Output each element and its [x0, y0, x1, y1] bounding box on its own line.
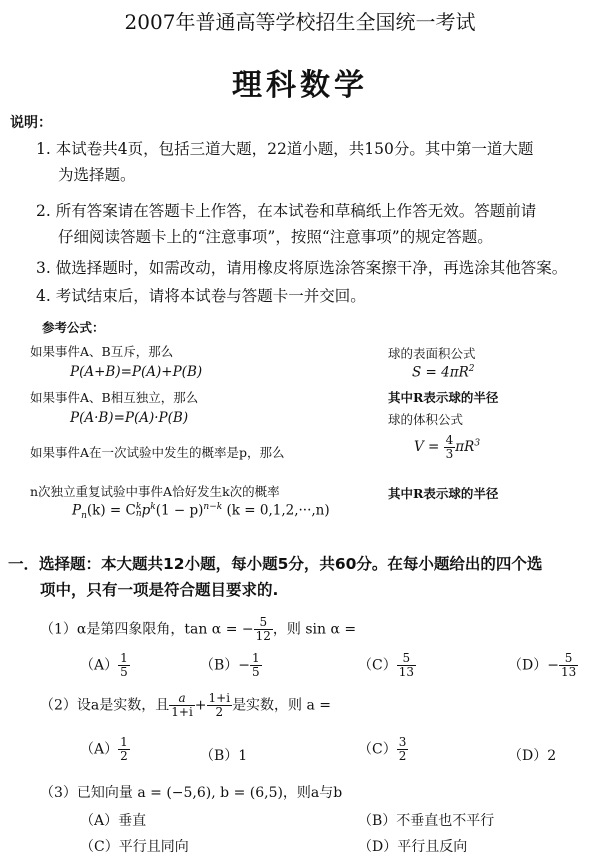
q1-option-b[interactable]: （B）− $\frac{1}{5}$ — [200, 651, 260, 680]
section-1-line1: 一．选择题：本大题共12小题，每小题5分，共60分。在每小题给出的四个选 — [8, 555, 543, 573]
instruction-3: 3. 做选择题时，如需改动，请用橡皮将原选涂答案擦干净，再选涂其他答案。 — [36, 259, 568, 277]
formula-mutex-eq: P(A+B)=P(A)+P(B) — [70, 364, 203, 380]
formula-label: 参考公式： — [42, 320, 105, 335]
section-1-line2: 项中，只有一项是符合题目要求的. — [40, 581, 279, 599]
page-title: 理科数学 — [232, 68, 368, 103]
exam-header: 2007年普通高等学校招生全国统一考试 — [124, 10, 476, 34]
q3-option-a[interactable]: （A）垂直 — [80, 813, 147, 829]
q1-stem: （1）α是第四象限角，tan α = − $\frac{5}{12}$ ，则 sin α = — [40, 615, 357, 644]
q2-option-a[interactable]: （A） $\frac{1}{2}$ — [80, 735, 128, 764]
instruction-2-line1: 2. 所有答案请在答题卡上作答，在本试卷和草稿纸上作答无效。答题前请 — [36, 202, 537, 220]
q2-stem: （2）设a是实数，且 $\frac{a}{1+i}$ + $\frac{1+i}{2}$ 是实数，则 a = — [40, 691, 332, 720]
formula-indep-eq: P(A·B)=P(A)·P(B) — [70, 410, 189, 426]
formula-indep-text: 如果事件A、B相互独立，那么 — [30, 390, 199, 405]
formula-prob-text: 如果事件A在一次试验中发生的概率是p，那么 — [30, 445, 285, 460]
radius-note-1: 其中R表示球的半径 — [388, 390, 499, 405]
q3-option-b[interactable]: （B）不垂直也不平行 — [358, 813, 495, 829]
radius-note-2: 其中R表示球的半径 — [388, 486, 499, 501]
instruction-4: 4. 考试结束后，请将本试卷与答题卡一并交回。 — [36, 287, 366, 305]
q1-option-a[interactable]: （A） $\frac{1}{5}$ — [80, 651, 128, 680]
sphere-area-label: 球的表面积公式 — [388, 346, 476, 361]
instruction-2-line2: 仔细阅读答题卡上的“注意事项”，按照“注意事项”的规定答题。 — [58, 228, 493, 246]
q3-stem: （3）已知向量 a = (−5,6), b = (6,5)，则a与b — [40, 785, 343, 801]
instruction-1-line1: 1. 本试卷共4页，包括三道大题，22道小题，共150分。其中第一道大题 — [36, 140, 534, 158]
formula-binom-text: n次独立重复试验中事件A恰好发生k次的概率 — [30, 484, 280, 499]
q1-option-c[interactable]: （C） $\frac{5}{13}$ — [358, 651, 414, 680]
formula-binom-eq: $P_n(k) = C$ k n $p^k(1 - p)^{n-k}$ (k = 0,1,2,···,n) — [72, 501, 330, 522]
q1-option-d[interactable]: （D）− $\frac{5}{13}$ — [508, 651, 577, 680]
q2-option-d[interactable]: （D）2 — [508, 748, 557, 764]
formula-mutex-text: 如果事件A、B互斥，那么 — [30, 344, 174, 359]
q3-option-c[interactable]: （C）平行且同向 — [80, 839, 189, 855]
q2-option-b[interactable]: （B）1 — [200, 748, 248, 764]
sphere-vol-label: 球的体积公式 — [388, 412, 464, 427]
q2-option-c[interactable]: （C） $\frac{3}{2}$ — [358, 735, 407, 764]
sphere-vol-eq: V = $\frac{4}{3}$ $\pi R^3$ — [414, 433, 481, 462]
instruction-1-line2: 为选择题。 — [58, 166, 136, 184]
notes-label: 说明： — [10, 115, 52, 131]
sphere-area-eq: $S = 4\pi R^2$ — [412, 364, 475, 381]
q3-option-d[interactable]: （D）平行且反向 — [358, 839, 468, 855]
